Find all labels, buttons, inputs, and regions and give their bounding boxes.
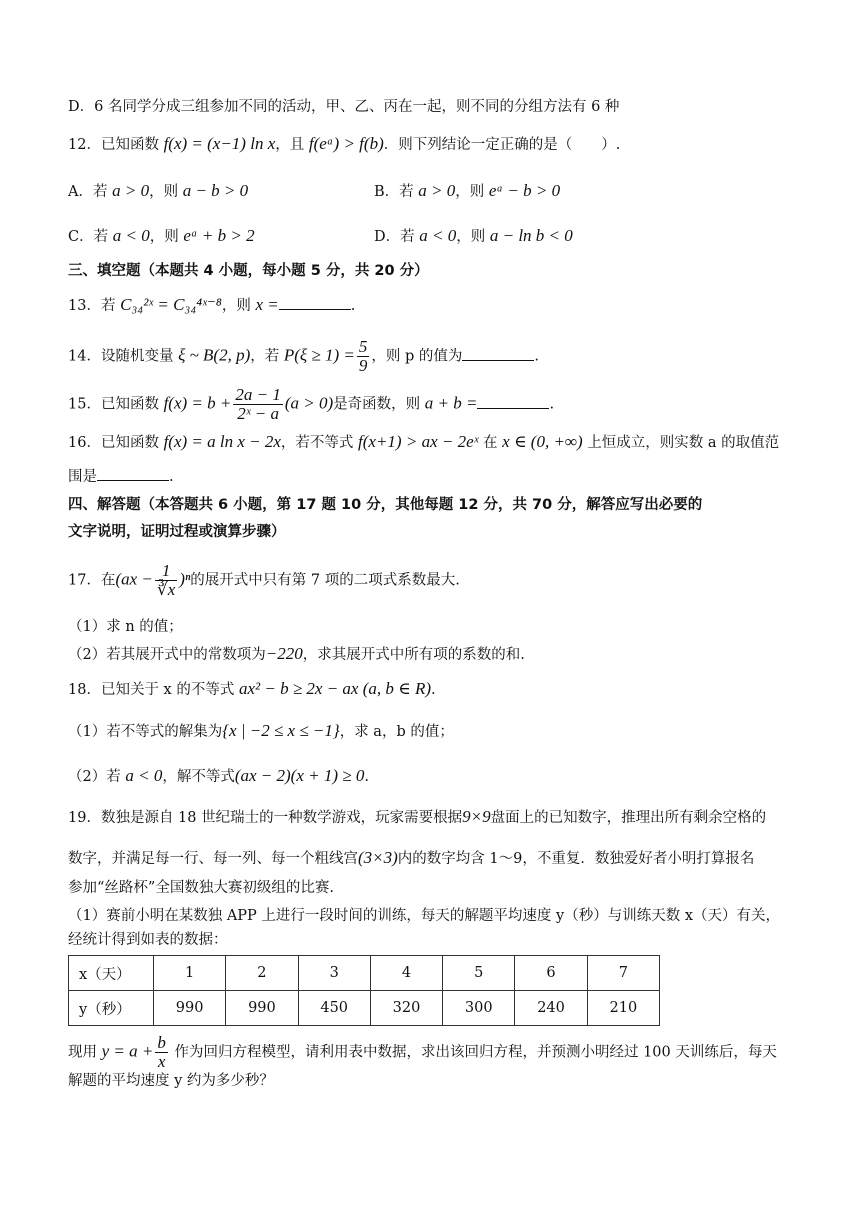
q12-condition: f(eᵃ) > f(b) (308, 134, 384, 153)
answer-blank (477, 394, 549, 409)
question-13: 13．若 C₃₄²ˣ = C₃₄⁴ˣ⁻⁸，则 x = . (68, 295, 356, 314)
table-cell: 990 (154, 991, 226, 1026)
question-17-part-1: （1）求 n 的值； (68, 619, 183, 635)
question-16-line2: 围是 . (68, 466, 174, 487)
table-cell: 210 (587, 991, 659, 1026)
table-cell: 450 (298, 991, 370, 1026)
question-19-part-1: （1）赛前小明在某数独 APP 上进行一段时间的训练，每天的解题平均速度 y（秒）与训练天数 x（天）有关， (68, 908, 781, 924)
question-18-part-1: （1）若不等式的解集为{x | −2 ≤ x ≤ −1}，求 a，b 的值； (68, 721, 454, 740)
option-d-line-q11: D．6 名同学分成三组参加不同的活动，甲、乙、丙在一起，则不同的分组方法有 6 种 (68, 99, 620, 115)
q12-text-post: ．则下列结论一定正确的是（ ）. (383, 137, 621, 153)
table-cell: 990 (226, 991, 298, 1026)
fraction: $\frac{5}{9}$ (358, 337, 368, 375)
question-16: 16．已知函数 f(x) = a ln x − 2x，若不等式 f(x+1) > ax − 2eˣ 在 x ∈ (0, +∞) 上恒成立，则实数 a 的取值范 (68, 432, 780, 451)
table-cell: 240 (515, 991, 587, 1026)
question-12 (68, 134, 620, 155)
table-row (69, 956, 660, 991)
table-header-y: y（秒） (69, 991, 154, 1026)
table-cell: 1 (154, 956, 226, 991)
table-cell: 5 (443, 956, 515, 991)
table-cell: 320 (370, 991, 442, 1026)
q12-option-b: B．若 a > 0，则 eᵃ − b > 0 (374, 181, 561, 200)
table-cell: 300 (443, 991, 515, 1026)
q12-text: 12．已知函数 (68, 137, 164, 153)
question-15: 15．已知函数 f(x) = b + $\frac{2a - 1}{\text{2ˣ − a}}$ (a > 0)是奇函数，则 a + b = . (68, 385, 555, 423)
question-17: 17．在(ax − $\frac{1}{∛x}$ )ⁿ的展开式中只有第 7 项的二项式系数最大. (68, 561, 460, 599)
q12-text-mid: ，且 (275, 137, 309, 153)
section-4-heading-line2: 文字说明，证明过程或演算步骤） (68, 524, 286, 540)
answer-blank (462, 346, 534, 361)
table-cell: 6 (515, 956, 587, 991)
fraction: $\frac{2a - 1}{\text{2ˣ − a}}$ (235, 385, 281, 423)
table-cell: 3 (298, 956, 370, 991)
table-row (69, 991, 660, 1026)
question-18: 18．已知关于 x 的不等式 ax² − b ≥ 2x − ax (a, b ∈ R). (68, 679, 436, 698)
section-4-heading: 四、解答题（本答题共 6 小题，第 17 题 10 分，其他每题 12 分，共 70 分，解答应写出必要的 (68, 497, 703, 513)
q12-function: f(x) = (x−1) ln x (163, 134, 276, 153)
table-cell: 2 (226, 956, 298, 991)
question-18-part-2: （2）若 a < 0，解不等式(ax − 2)(x + 1) ≥ 0. (68, 766, 369, 785)
answer-blank (97, 466, 169, 481)
fraction: $\frac{1}{∛x}$ (156, 561, 176, 599)
table-header-x: x（天） (69, 956, 154, 991)
fraction: $\frac{b}{x}$ (157, 1033, 166, 1071)
q12-option-a: A．若 a > 0，则 a − b > 0 (68, 181, 249, 200)
question-19-line2: 数字，并满足每一行、每一列、每一个粗线宫(3×3)内的数字均含 1～9，不重复．数独爱好者小明打算报名 (68, 848, 755, 867)
question-19-line3: 参加“丝路杯”全国数独大赛初级组的比赛. (68, 880, 334, 896)
q12-option-d: D．若 a < 0，则 a − ln b < 0 (374, 226, 573, 245)
question-19-line1: 19．数独是源自 18 世纪瑞士的一种数学游戏，玩家需要根据9×9盘面上的已知数字，推理出所有剩余空格的 (68, 807, 767, 826)
question-19-model-line2: 解题的平均速度 y 约为多少秒？ (68, 1073, 274, 1089)
table-cell: 4 (370, 956, 442, 991)
training-data-table (68, 955, 660, 1026)
question-17-part-2: （2）若其展开式中的常数项为−220，求其展开式中所有项的系数的和. (68, 644, 525, 663)
question-19-part-1-line2: 经统计得到如表的数据： (68, 932, 228, 948)
question-19-model: 现用 y = a + $\frac{b}{x}$ 作为回归方程模型，请利用表中数据，求出该回归方程，并预测小明经过 100 天训练后，每天 (68, 1033, 777, 1071)
question-14: 14．设随机变量 ξ ~ B(2, p)，若 P(ξ ≥ 1) = $\frac{5}{9}$ ，则 p 的值为 . (68, 337, 540, 375)
q12-option-c: C．若 a < 0，则 eᵃ + b > 2 (68, 226, 255, 245)
answer-blank (279, 295, 351, 310)
table-cell: 7 (587, 956, 659, 991)
section-3-heading: 三、填空题（本题共 4 小题，每小题 5 分，共 20 分） (68, 263, 429, 279)
